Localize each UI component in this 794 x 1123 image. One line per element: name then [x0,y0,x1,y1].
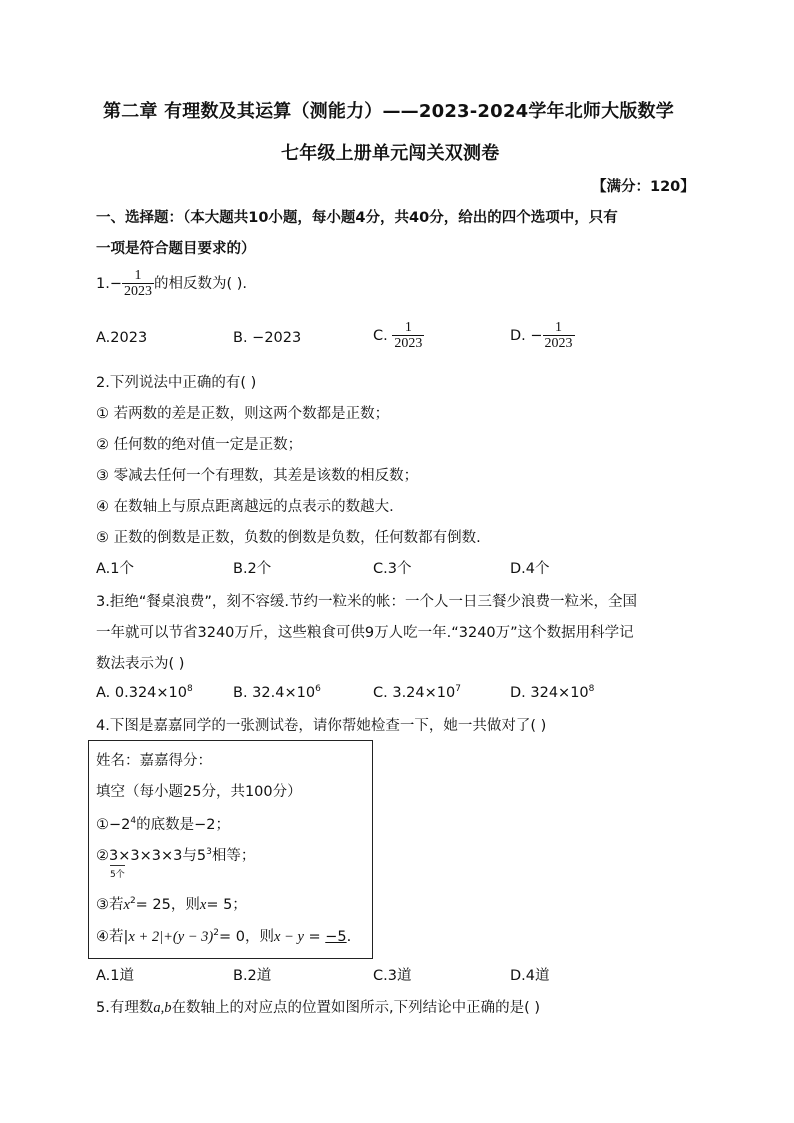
q1-opt-d-den: 2023 [544,336,573,352]
box-item-4-answer: −5 [325,929,347,945]
q3-option-a [96,684,193,701]
q2-option-c: C.3个 [373,561,412,577]
section1-line-2: 一项是符合题目要求的） [96,241,256,257]
q3-opt-c-base: C. 3.24×10 [373,685,456,701]
q5-stem-pre: 5.有理数 [96,1000,154,1016]
q2-option-b: B.2个 [233,561,272,577]
box-item-2-mid: 与5 [182,848,207,864]
q1-opt-c-num: 1 [404,320,412,335]
q1-option-c [373,320,424,352]
q5-stem-vars: a,b [153,1000,172,1016]
box-item-1-post: 的底数是−2； [136,817,230,833]
q3-line-2: 一年就可以节省3240万斤，这些粮食可供9万人吃一年.“3240万”这个数据用科学记 [96,625,634,641]
box-item-4-eq: = [303,929,326,945]
q2-statement-2: ② 任何数的绝对值一定是正数； [96,437,303,453]
q1-option-b: B. −2023 [233,330,302,346]
box-item-2-post: 相等； [211,848,256,864]
box-item-3-var: x [123,897,130,913]
q1-opt-d-num: 1 [555,320,563,335]
box-item-3-post: = 5； [206,897,247,913]
box-item-3-var2: x [199,897,207,913]
box-item-4-post: . [346,929,352,945]
q1-option-a: A.2023 [96,330,148,346]
q1-opt-d-label: D. − [510,327,543,344]
q3-option-d [510,684,594,701]
q3-opt-a-base: A. 0.324×10 [96,685,187,701]
score: 【满分：120】 [592,179,695,195]
box-item-3-exp: 2 [129,896,136,906]
q2-statement-1: ① 若两数的差是正数，则这两个数都是正数； [96,406,390,422]
q1-opt-c-fraction [392,320,424,352]
q4-stem: 4.下图是嘉嘉同学的一张测试卷，请你帮她检查一下，她一共做对了( ) [96,718,547,734]
q3-opt-a-exp: 8 [187,684,193,694]
q2-option-a: A.1个 [96,561,134,577]
q4-option-b: B.2道 [233,968,272,984]
box-item-4-math: x + 2|+(y − 3) [128,929,214,945]
q3-opt-c-exp: 7 [455,684,461,694]
q1-fraction [122,268,154,300]
q3-line-3: 数法表示为( ) [96,656,185,672]
question-2-stem: 2.下列说法中正确的有( ) [96,375,257,391]
q1-opt-c-label: C. [373,327,388,344]
title-line-1: 第二章 有理数及其运算（测能力）——2023-2024学年北师大版数学 [103,101,674,122]
box-item-3-mid: = 25，则 [135,897,200,913]
question-1 [96,268,247,300]
box-item-1-exp: 4 [130,816,137,826]
q3-option-b [233,684,321,701]
q4-option-d: D.4道 [510,968,550,984]
q5-stem-post: 在数轴上的对应点的位置如图所示,下列结论中正确的是( ) [171,1000,540,1016]
box-item-2-sub: 5个 [110,865,125,880]
q1-frac-den: 2023 [123,284,152,300]
box-item-4-exp: 2 [213,928,219,938]
section1-line-1: 一、选择题：（本大题共10小题，每小题4分，共40分，给出的四个选项中，只有 [96,210,618,226]
box-item-3 [96,893,247,914]
q3-opt-d-base: D. 324×10 [510,685,589,701]
box-item-2-pre: ②3×3×3×3 [96,848,183,864]
q3-option-c [373,684,461,701]
q2-statement-5: ⑤ 正数的倒数是正数，负数的倒数是负数，任何数都有倒数. [96,530,481,546]
q1-option-d [510,320,575,352]
q2-statement-4: ④ 在数轴上与原点距离越远的点表示的数越大. [96,499,394,515]
title-line-2: 七年级上册单元闯关双测卷 [281,143,500,164]
box-item-4-pre: ④若| [96,929,129,945]
q3-opt-b-exp: 6 [315,684,321,694]
q3-opt-d-exp: 8 [588,684,595,694]
q4-option-c: C.3道 [373,968,412,984]
q3-opt-b-base: B. 32.4×10 [233,685,316,701]
q1-opt-d-fraction [543,320,575,352]
box-line-2: 填空（每小题25分，共100分） [96,784,302,800]
q1-opt-c-den: 2023 [394,336,423,352]
q3-line-1: 3.拒绝“餐桌浪费”，刻不容缓.节约一粒米的帐：一个人一日三餐少浪费一粒米，全国 [96,594,637,610]
box-item-4-mid: = 0，则 [219,929,274,945]
box-item-4 [96,925,351,946]
q1-prefix: 1.− [96,275,122,292]
q1-suffix: 的相反数为( ). [153,275,248,292]
box-line-1: 姓名：嘉嘉得分： [96,753,212,769]
box-item-3-pre: ③若 [96,897,124,913]
box-item-1-pre: ①−2 [96,817,131,833]
box-item-2 [96,844,256,880]
q1-frac-num: 1 [134,268,142,283]
q2-statement-3: ③ 零减去任何一个有理数，其差是该数的相反数； [96,468,419,484]
box-item-4-math2: x − y [273,929,304,945]
q2-option-d: D.4个 [510,561,550,577]
q4-option-a: A.1道 [96,968,134,984]
box-item-2-exp: 3 [206,847,212,857]
box-item-1 [96,813,230,834]
q5-stem [96,996,540,1017]
